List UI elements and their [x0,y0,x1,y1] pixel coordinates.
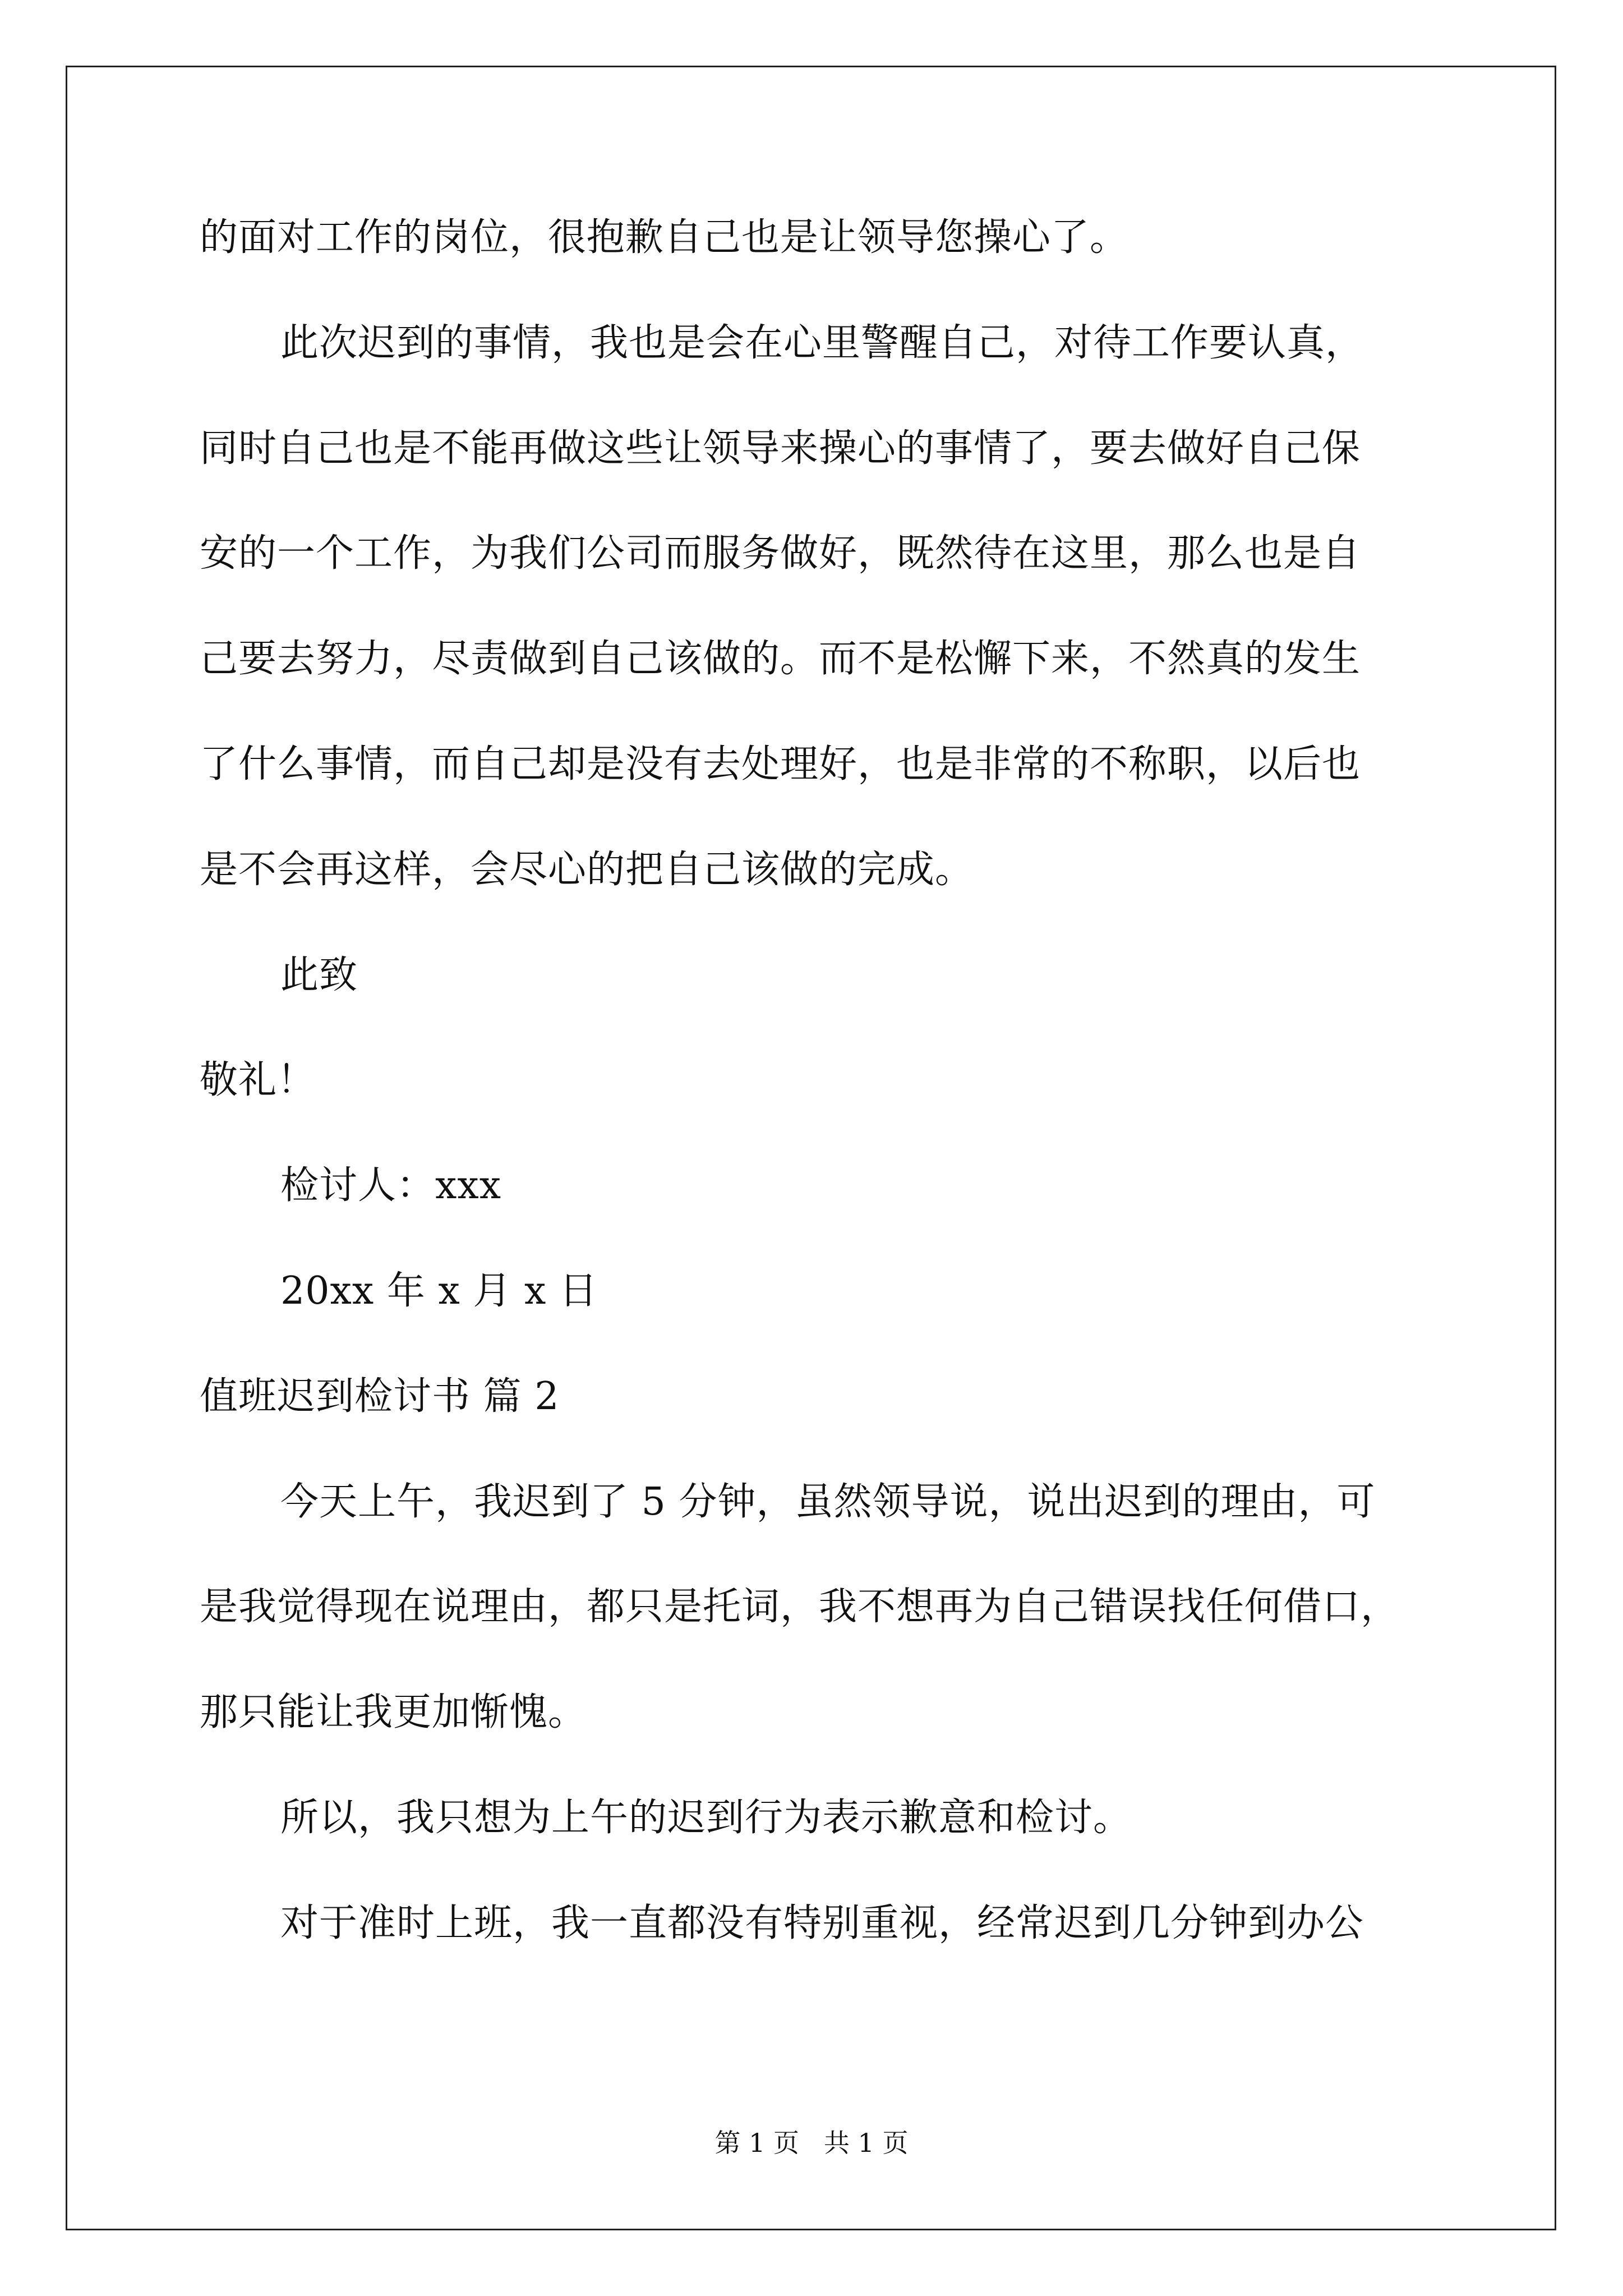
paragraph-line: 此次迟到的事情，我也是会在心里警醒自己，对待工作要认真， [280,321,1364,365]
signature-line: 检讨人：xxx [280,1163,502,1208]
paragraph-line: 对于准时上班，我一直都没有特别重视，经常迟到几分钟到办公 [280,1901,1364,1945]
date-line: 20xx 年 x 月 x 日 [280,1269,598,1313]
paragraph-line: 同时自己也是不能再做这些让领导来操心的事情了，要去做好自己保 [200,426,1361,471]
paragraph-line: 那只能让我更加惭愧。 [200,1690,587,1734]
section-title: 值班迟到检讨书 篇 2 [200,1374,560,1419]
paragraph-line: 今天上午，我迟到了 5 分钟，虽然领导说，说出迟到的理由，可 [280,1480,1376,1524]
paragraph-line: 己要去努力，尽责做到自己该做的。而不是松懈下来，不然真的发生 [200,637,1361,681]
paragraph-line: 所以，我只想为上午的迟到行为表示歉意和检讨。 [280,1796,1132,1840]
paragraph-line: 是我觉得现在说理由，都只是托词，我不想再为自己错误找任何借口， [200,1585,1400,1629]
paragraph-line: 是不会再这样，会尽心的把自己该做的完成。 [200,848,974,892]
paragraph-line: 安的一个工作，为我们公司而服务做好，既然待在这里，那么也是自 [200,531,1361,576]
closing-respect: 敬礼！ [200,1058,316,1102]
page-footer [0,2126,1623,2160]
paragraph-line: 的面对工作的岗位，很抱歉自己也是让领导您操心了。 [200,215,1129,260]
page-total: 共 1 页 [824,2128,909,2158]
page-number: 第 1 页 [714,2128,799,2158]
paragraph-line: 了什么事情，而自己却是没有去处理好，也是非常的不称职，以后也 [200,742,1361,786]
closing-salutation: 此致 [280,953,358,997]
